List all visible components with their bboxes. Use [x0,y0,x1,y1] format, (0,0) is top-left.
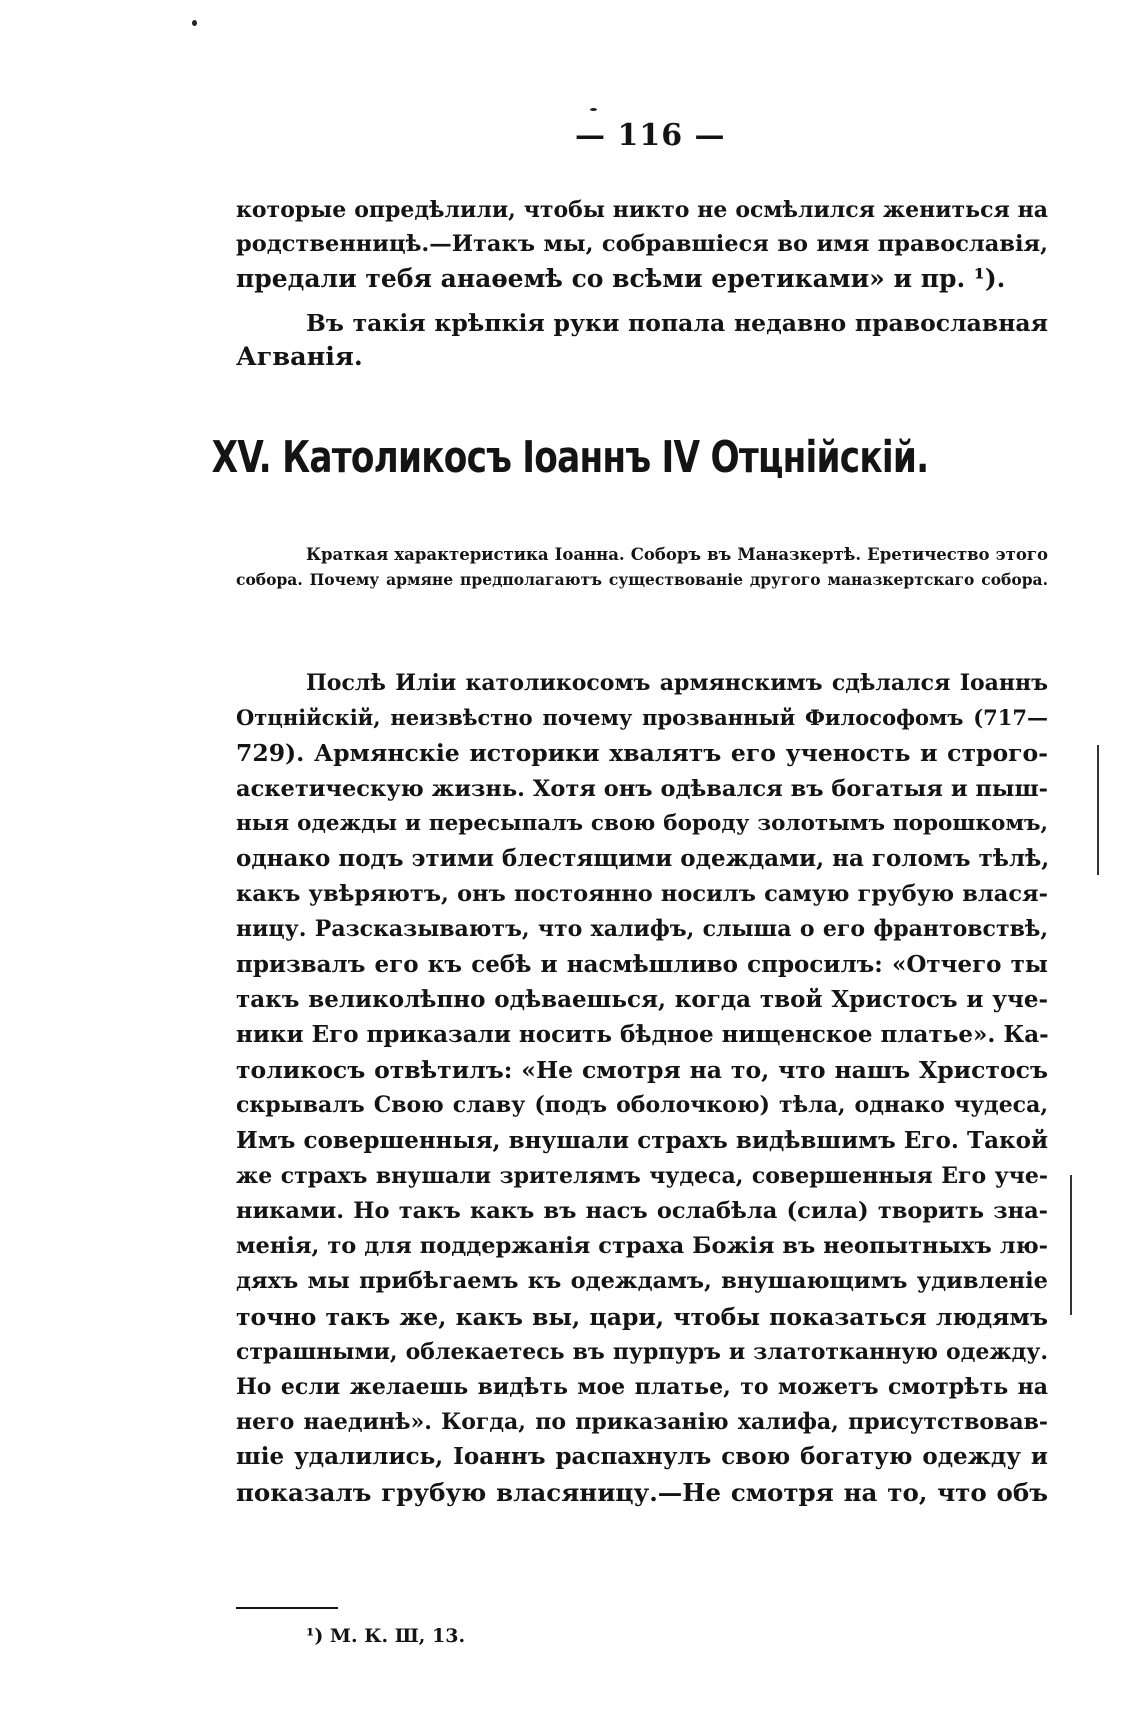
ink-speck [590,108,597,111]
text-line: Агванія. [236,342,363,372]
margin-mark [1070,1175,1072,1315]
text-line: дяхъ мы прибѣгаемъ къ одеждамъ, внушающимъ удивленіе [236,1268,1048,1294]
footnote-divider [236,1607,338,1609]
footnote: ¹) М. К. Ш, 13. [306,1625,466,1647]
text-line: толикосъ отвѣтилъ: «Не смотря на то, что нашъ Христосъ [236,1056,1048,1084]
text-line: же страхъ внушали зрителямъ чудеса, совершенныя Его уче- [236,1163,1048,1189]
text-line: скрывалъ Свою славу (подъ оболочкою) тѣла, однако чудеса, [236,1092,1048,1118]
ink-speck [192,20,197,26]
text-line: точно такъ же, какъ вы, цари, чтобы показаться людямъ [236,1303,1048,1331]
text-line: ницу. Разсказываютъ, что халифъ, слыша о его франтовствѣ, [236,916,1048,942]
text-line: менія, то для поддержанія страха Божія въ неопытныхъ лю- [236,1233,1048,1259]
text-line: родственницѣ.—Итакъ мы, собравшіеся во имя православія, [236,231,1048,257]
text-line: однако подъ этими блестящими одеждами, на голомъ тѣлѣ, [236,845,1050,872]
page-number: — 116 — [575,118,726,153]
margin-mark [1097,745,1099,875]
text-line: него наединѣ». Когда, по приказанію халифа, присутствовав- [236,1409,1048,1435]
text-line: Имъ совершенныя, внушали страхъ видѣвшимъ Его. Такой [236,1127,1048,1154]
text-line: Въ такія крѣпкія руки попала недавно православная [306,309,1048,337]
text-line: такъ великолѣпно одѣваешься, когда твой Христосъ и уче- [236,986,1048,1013]
text-line: показалъ грубую власяницу.—Не смотря на то, что объ [236,1478,1048,1507]
text-line: Послѣ Иліи католикосомъ армянскимъ сдѣлался Іоаннъ [306,670,1048,696]
text-line: какъ увѣряютъ, онъ постоянно носилъ самую грубую влася- [236,881,1048,907]
text-line: страшными, облекаетесь въ пурпуръ и златотканную одежду. [236,1339,1048,1365]
text-line: которые опредѣлили, чтобы никто не осмѣлился жениться на [236,197,1048,223]
summary-line: Краткая характеристика Іоанна. Соборъ въ Маназкертѣ. Еретичество этого [306,545,1048,564]
text-line: Но если желаешь видѣть мое платье, то можетъ смотрѣть на [236,1374,1048,1400]
text-line: призвалъ его къ себѣ и насмѣшливо спросилъ: «Отчего ты [236,951,1048,978]
chapter-heading: XV. Католикосъ Іоаннъ IV Отцнійскій. [211,432,929,483]
text-line: предали тебя анаѳемѣ со всѣми еретиками» и пр. ¹). [236,264,1006,293]
text-line: никами. Но такъ какъ въ насъ ослабѣла (сила) творить зна- [236,1198,1048,1224]
text-line: 729). Армянскіе историки хвалятъ его ученость и строго- [236,739,1048,767]
summary-line: собора. Почему армяне предполагаютъ существованіе другого маназкертскаго собора. [236,570,1048,589]
text-line: аскетическую жизнь. Хотя онъ одѣвался въ богатыя и пыш- [236,776,1048,802]
text-line: шіе удалились, Іоаннъ распахнулъ свою богатую одежду и [236,1443,1048,1470]
text-line: ныя одежды и пересыпалъ свою бороду золотымъ порошкомъ, [236,811,1048,836]
text-line: ники Его приказали носить бѣдное нищенское платье». Ка- [236,1021,1049,1048]
text-line: Отцнійскій, неизвѣстно почему прозванный Философомъ (717— [236,705,1048,730]
